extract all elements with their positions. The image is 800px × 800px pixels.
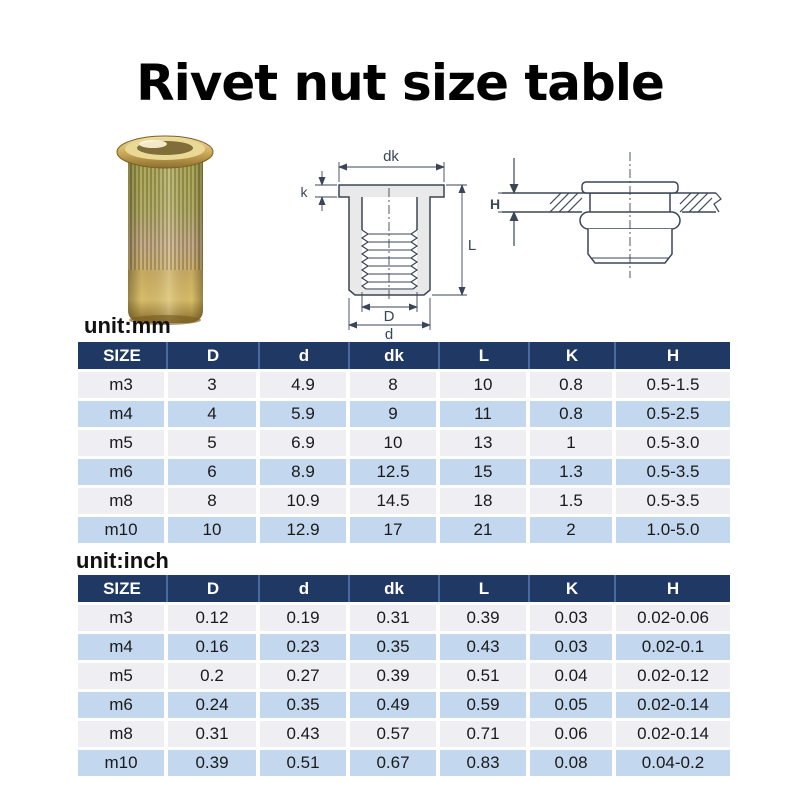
table-cell: 0.43 <box>440 634 530 660</box>
unit-mm-label: unit:mm <box>84 313 171 338</box>
table-cell: 0.67 <box>350 750 440 776</box>
table-cell: 6 <box>168 459 260 485</box>
table-cell: m3 <box>78 605 168 631</box>
column-header-d: D <box>168 342 260 369</box>
rivet-nut-flange <box>117 136 213 168</box>
table-row-m5 <box>78 663 730 689</box>
table-cell: 11 <box>440 401 530 427</box>
table-cell: m10 <box>78 750 168 776</box>
table-cell: 0.8 <box>530 372 616 398</box>
table-cell: 5.9 <box>260 401 350 427</box>
table-cell: 0.5-1.5 <box>616 372 730 398</box>
table-cell: 0.05 <box>530 692 616 718</box>
column-header-h: H <box>666 345 680 365</box>
table-cell: 10 <box>440 372 530 398</box>
table-cell: 12.9 <box>260 517 350 543</box>
table-cell: 0.5-3.0 <box>616 430 730 456</box>
table-cell: 0.5-2.5 <box>616 401 730 427</box>
table-cell: 0.02-0.14 <box>616 692 730 718</box>
label-D: D <box>383 308 395 325</box>
table-cell: 18 <box>440 488 530 514</box>
table-cell: 0.83 <box>440 750 530 776</box>
table-cell: m10 <box>78 517 168 543</box>
table-row-m5 <box>78 430 730 456</box>
rivet-nut-installed-diagram <box>488 146 728 306</box>
column-header-d: d <box>260 342 350 369</box>
table-cell: 1.5 <box>530 488 616 514</box>
table-cell: 10.9 <box>260 488 350 514</box>
table-cell: m3 <box>78 372 168 398</box>
table-cell: m4 <box>78 634 168 660</box>
rivet-nut-section-diagram <box>292 140 482 340</box>
table-cell: 0.5-3.5 <box>616 459 730 485</box>
table-cell: 15 <box>440 459 530 485</box>
label-L: L <box>467 237 477 254</box>
table-cell: 0.02-0.12 <box>616 663 730 689</box>
dimension-L <box>432 185 467 295</box>
table-cell: 0.71 <box>440 721 530 747</box>
table-cell: 0.8 <box>530 401 616 427</box>
table-cell: 12.5 <box>350 459 440 485</box>
table-cell: 0.49 <box>350 692 440 718</box>
table-cell: 0.51 <box>440 663 530 689</box>
table-cell: 17 <box>350 517 440 543</box>
table-cell: 0.31 <box>350 605 440 631</box>
table-cell: 0.23 <box>260 634 350 660</box>
column-header-h: H <box>666 578 680 598</box>
dimension-H <box>498 158 532 246</box>
table-cell: 4 <box>168 401 260 427</box>
table-cell: 1.3 <box>530 459 616 485</box>
column-header-dk: dk <box>350 342 440 369</box>
table-cell: m4 <box>78 401 168 427</box>
table-row-m10 <box>78 517 730 543</box>
rivet-nut-body <box>128 158 203 325</box>
hatch-right <box>680 193 712 212</box>
table-cell: 0.2 <box>168 663 260 689</box>
table-cell: 1 <box>530 430 616 456</box>
table-cell: 21 <box>440 517 530 543</box>
table-row-m3 <box>78 372 730 398</box>
table-cell: 0.59 <box>440 692 530 718</box>
table-cell: 5 <box>168 430 260 456</box>
table-cell: m5 <box>78 663 168 689</box>
table-cell: 0.5-3.5 <box>616 488 730 514</box>
rivet-nut-photo <box>98 130 228 330</box>
size-table-mm <box>78 342 730 546</box>
table-row-m8 <box>78 488 730 514</box>
table-cell: 6.9 <box>260 430 350 456</box>
table-cell: 0.19 <box>260 605 350 631</box>
table-cell: 0.35 <box>350 634 440 660</box>
table-row-m8 <box>78 721 730 747</box>
label-d: d <box>384 326 394 340</box>
page-title: Rivet nut size table <box>136 54 664 112</box>
plate-broken-edge <box>714 193 721 212</box>
table-cell: m6 <box>78 459 168 485</box>
table-cell: 0.31 <box>168 721 260 747</box>
column-header-k: K <box>530 575 616 602</box>
table-cell: 9 <box>350 401 440 427</box>
table-cell: 0.02-0.14 <box>616 721 730 747</box>
table-row-m10 <box>78 750 730 776</box>
column-header-size: SIZE <box>78 342 168 369</box>
table-cell: 0.24 <box>168 692 260 718</box>
label-k: k <box>300 184 308 200</box>
table-header-row <box>78 575 730 602</box>
table-cell: m8 <box>78 721 168 747</box>
table-cell: 0.04 <box>530 663 616 689</box>
table-cell: 8.9 <box>260 459 350 485</box>
unit-inch-label: unit:inch <box>76 548 169 573</box>
table-cell: 0.39 <box>440 605 530 631</box>
column-header-d: D <box>168 575 260 602</box>
table-cell: 0.39 <box>168 750 260 776</box>
table-cell: 0.16 <box>168 634 260 660</box>
column-header-l: L <box>440 575 530 602</box>
table-cell: 0.35 <box>260 692 350 718</box>
table-cell: 0.03 <box>530 605 616 631</box>
table-cell: 0.03 <box>530 634 616 660</box>
table-cell: 0.39 <box>350 663 440 689</box>
table-cell: 1.0-5.0 <box>616 517 730 543</box>
label-dk: dk <box>383 148 399 165</box>
table-row-m4 <box>78 401 730 427</box>
table-row-m4 <box>78 634 730 660</box>
table-cell: 8 <box>168 488 260 514</box>
table-cell: 2 <box>530 517 616 543</box>
table-cell: m8 <box>78 488 168 514</box>
table-cell: 0.04-0.2 <box>616 750 730 776</box>
table-cell: 13 <box>440 430 530 456</box>
table-row-m6 <box>78 459 730 485</box>
table-row-m3 <box>78 605 730 631</box>
dimension-k <box>315 171 337 211</box>
table-cell: m6 <box>78 692 168 718</box>
column-header-size: SIZE <box>78 575 168 602</box>
dimension-dk <box>339 162 444 182</box>
table-cell: 4.9 <box>260 372 350 398</box>
column-header-k: K <box>530 342 616 369</box>
table-cell: 8 <box>350 372 440 398</box>
column-header-dk: dk <box>350 575 440 602</box>
hatch-left <box>550 193 582 212</box>
table-cell: 10 <box>168 517 260 543</box>
table-cell: 0.27 <box>260 663 350 689</box>
column-header-l: L <box>440 342 530 369</box>
table-cell: 3 <box>168 372 260 398</box>
table-cell: 0.51 <box>260 750 350 776</box>
table-cell: 14.5 <box>350 488 440 514</box>
label-H: H <box>489 196 501 212</box>
knurl-texture <box>128 158 203 270</box>
table-cell: m5 <box>78 430 168 456</box>
table-row-m6 <box>78 692 730 718</box>
column-header-d: d <box>260 575 350 602</box>
table-cell: 0.02-0.06 <box>616 605 730 631</box>
table-cell: 0.57 <box>350 721 440 747</box>
table-cell: 0.43 <box>260 721 350 747</box>
table-cell: 0.12 <box>168 605 260 631</box>
table-cell: 10 <box>350 430 440 456</box>
table-cell: 0.08 <box>530 750 616 776</box>
size-table-inch <box>78 575 730 779</box>
table-cell: 0.06 <box>530 721 616 747</box>
table-cell: 0.02-0.1 <box>616 634 730 660</box>
table-header-row <box>78 342 730 369</box>
